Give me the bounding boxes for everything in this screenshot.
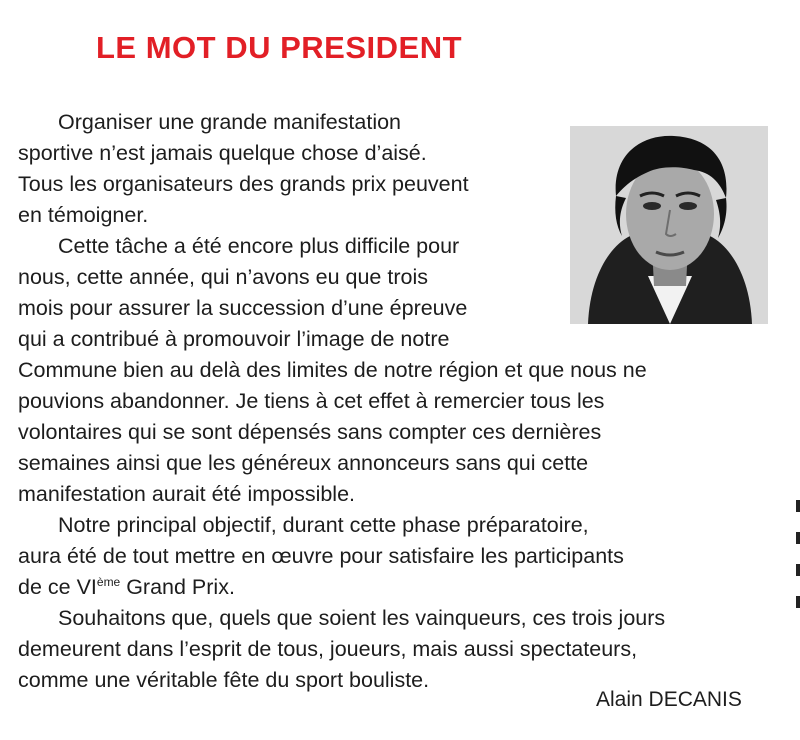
text-line: nous, cette année, qui n’avons eu que trois bbox=[18, 265, 428, 289]
text-line: pouvions abandonner. Je tiens à cet effet à remercier tous les bbox=[18, 389, 605, 413]
text-line: sportive n’est jamais quelque chose d’aisé. bbox=[18, 141, 427, 165]
text-line: Commune bien au delà des limites de notre région et que nous ne bbox=[18, 358, 647, 382]
president-portrait-photo bbox=[570, 126, 768, 324]
edge-mark bbox=[796, 564, 800, 576]
text-line: qui a contribué à promouvoir l’image de notre bbox=[18, 327, 450, 351]
text-line: semaines ainsi que les généreux annonceurs sans qui cette bbox=[18, 451, 589, 475]
superscript-ordinal: ème bbox=[96, 575, 121, 589]
edge-mark bbox=[796, 596, 800, 608]
text-line: en témoigner. bbox=[18, 203, 149, 227]
text-line: mois pour assurer la succession d’une épreuve bbox=[18, 296, 468, 320]
text-line: aura été de tout mettre en œuvre pour satisfaire les participants bbox=[18, 544, 624, 568]
edge-mark bbox=[796, 500, 800, 512]
text-line: demeurent dans l’esprit de tous, joueurs, mais aussi spectateurs, bbox=[18, 637, 638, 661]
page-title: LE MOT DU PRESIDENT bbox=[96, 30, 463, 65]
text-line: manifestation aurait été impossible. bbox=[18, 482, 356, 506]
text-line: volontaires qui se sont dépensés sans compter ces dernières bbox=[18, 420, 602, 444]
signature: Alain DECANIS bbox=[596, 688, 742, 711]
text-line: Tous les organisateurs des grands prix peuvent bbox=[18, 172, 469, 196]
text-line bbox=[18, 572, 235, 603]
text-line: Organiser une grande manifestation bbox=[58, 110, 402, 134]
text-fragment: de ce VI bbox=[18, 575, 97, 599]
text-line: comme une véritable fête du sport bouliste. bbox=[18, 668, 430, 692]
text-line: Souhaitons que, quels que soient les vainqueurs, ces trois jours bbox=[58, 606, 666, 630]
edge-mark bbox=[796, 532, 800, 544]
text-line: Notre principal objectif, durant cette phase préparatoire, bbox=[58, 513, 589, 537]
portrait-image bbox=[570, 126, 768, 324]
text-fragment: Grand Prix. bbox=[120, 575, 235, 599]
page-edge-marks bbox=[794, 500, 800, 628]
text-line: Cette tâche a été encore plus difficile pour bbox=[58, 234, 460, 258]
